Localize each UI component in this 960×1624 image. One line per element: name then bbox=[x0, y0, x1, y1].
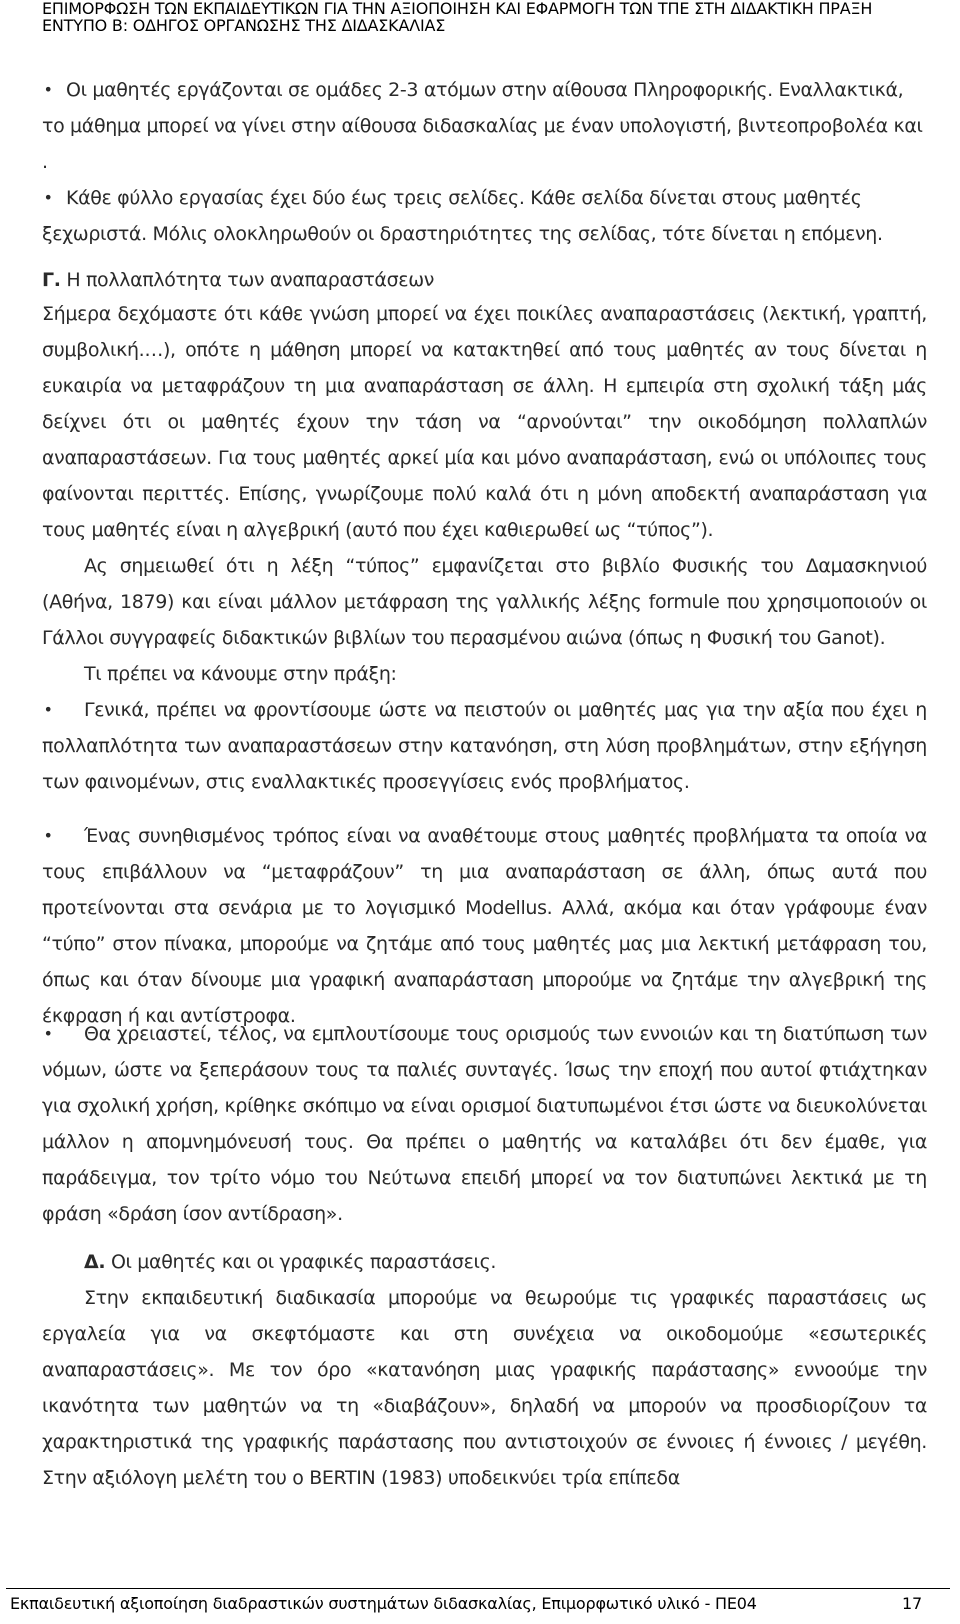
bullet-icon: • bbox=[43, 826, 53, 845]
bullet-text: Ένας συνηθισμένος τρόπος είναι να αναθέτουμε στους μαθητές προβλήματα τα οποία να τους επιβάλλουν να “μεταφράζουν” τη μια αναπαράσταση σε άλλη, όπως αυτά που προτείνονται στα σενάρια με το λογισμικό Modellus. Αλλά, ακόμα και όταν γράφουμε έναν “τύπο” στον πίνακα, μπορούμε να ζητάμε από τους μαθητές μας μια λεκτική μετάφραση του, όπως και όταν δίνουμε μια γραφική αναπαράσταση μπορούμε να ζητάμε την αλγεβρική της έκφραση ή και αντίστροφα. bbox=[42, 825, 927, 1027]
list-item bbox=[42, 692, 927, 800]
bullet-text: Θα χρειαστεί, τέλος, να εμπλουτίσουμε τους ορισμούς των εννοιών και τη διατύπωση των νόμων, ώστε να ξεπεράσουν τους τα παλιές συνταγές. Ίσως την εποχή που αυτοί φτιάχτηκαν για σχολική χρήση, κρίθηκε σκόπιμο να είναι ορισμοί διατυπωμένοι έτσι ώστε να διευκολύνεται μάλλον η απομνημόνευσή τους. Θα πρέπει ο μαθητής να καταλάβει ότι δεν έμαθε, για παράδειγμα, τον τρίτο νόμο του Νεύτωνα επειδή μπορεί να τον διατυπώνει λεκτικά με τη φράση «δράση ίσον αντίδραση». bbox=[42, 1023, 927, 1225]
paragraph-intro: Τι πρέπει να κάνουμε στην πράξη: bbox=[84, 663, 397, 685]
section-title: Η πολλαπλότητα των αναπαραστάσεων bbox=[66, 269, 435, 291]
paragraph: Ας σημειωθεί ότι η λέξη “τύπος” εμφανίζεται στο βιβλίο Φυσικής του Δαμασκηνιού (Αθήνα, 1879) και είναι μάλλον μετάφραση της γαλλικής λέξης formule που χρησιμοποιούν οι Γάλλοι συγγραφείς διδακτικών βιβλίων του περασμένου αιώνα (όπως η Φυσική του Ganot). bbox=[42, 555, 927, 649]
bullet-text: Γενικά, πρέπει να φροντίσουμε ώστε να πειστούν οι μαθητές μας για την αξία που έχει η πολλαπλότητα των αναπαραστάσεων στην κατανόηση, στη λύση προβλημάτων, στην εξήγηση των φαινομένων, στις εναλλακτικές προσεγγίσεις ενός προβλήματος. bbox=[42, 699, 927, 793]
bullet-text: Οι μαθητές εργάζονται σε ομάδες 2-3 ατόμων στην αίθουσα Πληροφορικής. Εναλλακτικά, το μάθημα μπορεί να γίνει στην αίθουσα διδασκαλίας με έναν υπολογιστή, βιντεοπροβολέα και . bbox=[42, 79, 923, 173]
section-letter: Δ. bbox=[84, 1251, 106, 1273]
list-item bbox=[42, 180, 927, 252]
paragraph: Στην εκπαιδευτική διαδικασία μπορούμε να θεωρούμε τις γραφικές παραστάσεις ως εργαλεία για να σκεφτόμαστε και στη συνέχεια να οικοδομούμε «εσωτερικές αναπαραστάσεις». Με τον όρο «κατανόηση μιας γραφικής παράστασης» εννοούμε την ικανότητα των μαθητών να τη «διαβάζουν», δηλαδή να μπορούν να προσδιορίζουν τα χαρακτηριστικά της γραφικής παράστασης που αντιστοιχούν σε έννοιες ή έννοιες / μεγέθη. Στην αξιόλογη μελέτη του ο BERTIN (1983) υποδεικνύει τρία επίπεδα bbox=[42, 1287, 927, 1489]
section-title: Οι μαθητές και οι γραφικές παραστάσεις. bbox=[110, 1251, 497, 1273]
page-header bbox=[42, 0, 942, 34]
header-title: ΕΠΙΜΟΡΦΩΣΗ ΤΩΝ ΕΚΠΑΙΔΕΥΤΙΚΩΝ ΓΙΑ ΤΗΝ ΑΞΙΟΠΟΙΗΣΗ ΚΑΙ ΕΦΑΡΜΟΓΗ ΤΩΝ ΤΠΕ ΣΤΗ ΔΙΔΑΚΤΙΚΗ ΠΡΑΞΗ bbox=[42, 0, 873, 18]
list-item bbox=[42, 72, 927, 180]
bullet-text: Κάθε φύλλο εργασίας έχει δύο έως τρεις σελίδες. Κάθε σελίδα δίνεται στους μαθητές ξεχωριστά. Μόλις ολοκληρωθούν οι δραστηριότητες της σελίδας, τότε δίνεται η επόμενη. bbox=[42, 187, 883, 245]
paragraph: Σήμερα δεχόμαστε ότι κάθε γνώση μπορεί να έχει ποικίλες αναπαραστάσεις (λεκτική, γραπτή, συμβολική.…), οπότε η μάθηση μπορεί να κατακτηθεί από τους μαθητές αν τους δίνεται η ευκαιρία να μεταφράζουν τη μια αναπαράσταση σε άλλη. Η εμπειρία στη σχολική τάξη μάς δείχνει ότι οι μαθητές έχουν την τάση να “αρνούνται” την οικοδόμηση πολλαπλών αναπαραστάσεων. Για τους μαθητές αρκεί μία και μόνο αναπαράσταση, ενώ οι υπόλοιπες τους φαίνονται περιττές. Επίσης, γνωρίζουμε πολύ καλά ότι η μόνη αποδεκτή αναπαράσταση για τους μαθητές είναι η αλγεβρική (αυτό που έχει καθιερωθεί ως “τύπος”). bbox=[42, 303, 927, 541]
list-item bbox=[42, 1016, 927, 1232]
footer-text: Εκπαιδευτική αξιοποίηση διαδραστικών συστημάτων διδασκαλίας, Επιμορφωτικό υλικό - ΠΕ04 bbox=[10, 1594, 757, 1613]
section-heading bbox=[42, 262, 927, 298]
list-item bbox=[42, 818, 927, 1034]
bullet-icon: • bbox=[43, 700, 53, 719]
bullet-icon: • bbox=[43, 80, 53, 99]
page-footer bbox=[10, 1594, 950, 1614]
bullet-icon: • bbox=[43, 1024, 53, 1043]
section-letter: Γ. bbox=[42, 269, 61, 291]
section-heading bbox=[42, 1244, 927, 1280]
footer-divider bbox=[6, 1588, 950, 1589]
page-number: 17 bbox=[902, 1594, 922, 1613]
header-subtitle: ΕΝΤΥΠΟ Β: ΟΔΗΓΟΣ ΟΡΓΑΝΩΣΗΣ ΤΗΣ ΔΙΔΑΣΚΑΛΙΑΣ bbox=[42, 16, 446, 35]
bullet-icon: • bbox=[43, 188, 53, 207]
